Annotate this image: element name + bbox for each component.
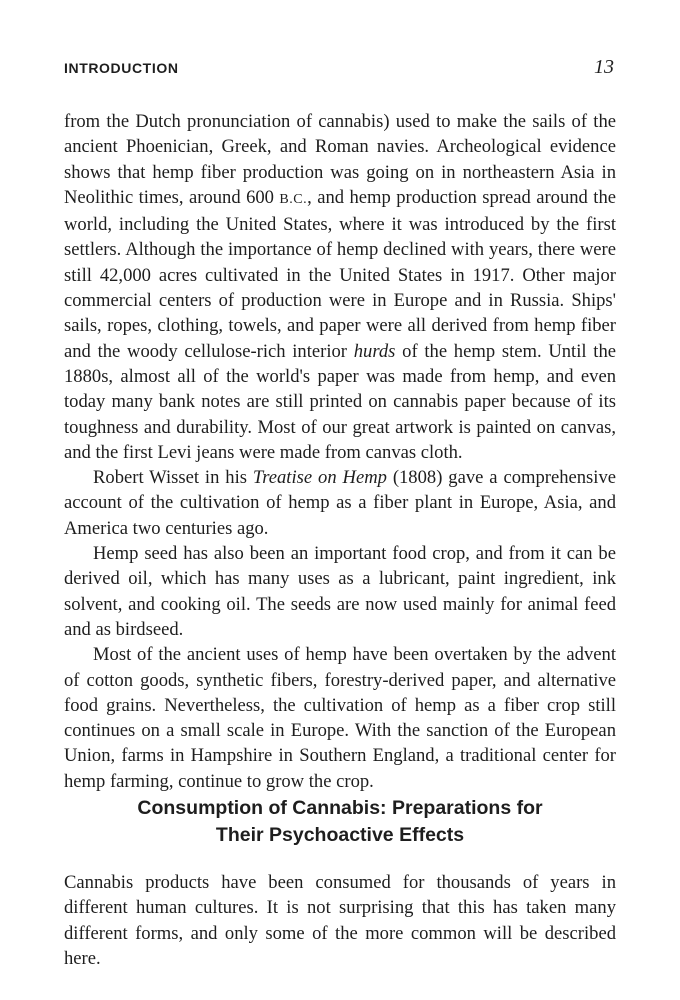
body-text-upper — [64, 109, 616, 794]
paragraph-2-text-b: (1808) gave a comprehensive account of the cultivation of hemp as a fiber plant in Europe, Asia, and America two centuries ago. — [64, 467, 616, 539]
paragraph-1 — [64, 109, 616, 465]
body-text-lower — [64, 870, 616, 971]
book-title-italic: Treatise on Hemp — [252, 467, 387, 489]
page-header — [64, 58, 616, 82]
paragraph-2 — [64, 465, 616, 541]
paragraph-2-text-a: Robert Wisset in his — [93, 467, 253, 489]
section-heading-line-1: Consumption of Cannabis: Preparations for — [137, 797, 543, 819]
paragraph-3: Hemp seed has also been an important food crop, and from it can be derived oil, which has many uses as a lubricant, paint ingredient, ink solvent, and cooking oil. The seeds are now used mainly for animal feed and as birdseed. — [64, 543, 616, 640]
italic-term-hurds: hurds — [353, 340, 396, 362]
paragraph-1-text-b: , and hemp production spread around the world, including the United States, where it was introduced by the first settlers. Although the importance of hemp declined with years, there were still 42,000 acres cultivated in the United States in 1917. Other major commercial centers of production were in Europe and in Russia. Ships' sails, ropes, clothing, towels, and paper were all derived from hemp fiber and the woody cellulose-rich interior — [64, 186, 616, 362]
era-abbreviation: B.C. — [279, 191, 308, 207]
section-heading — [64, 795, 616, 849]
paragraph-1-text-a: from the Dutch pronunciation of cannabis) used to make the sails of the ancient Phoenician, Greek, and Roman navies. Archeological evidence shows that hemp fiber production was going on in northeastern Asia in Neolithic times, around 600 — [64, 111, 616, 208]
paragraph-1-text-c: of the hemp stem. Until the 1880s, almost all of the world's paper was made from hemp, and even today many bank notes are still printed on cannabis paper because of its toughness and durability. Most of our great artwork is painted on canvas, and the first Levi jeans were made from canvas cloth. — [64, 340, 616, 463]
page-number: 13 — [594, 56, 614, 78]
section-heading-line-2: Their Psychoactive Effects — [215, 824, 465, 846]
paragraph-4: Most of the ancient uses of hemp have been overtaken by the advent of cotton goods, synthetic fibers, forestry-derived paper, and alternative food grains. Nevertheless, the cultivation of hemp as a fiber crop still continues on a small scale in Europe. With the sanction of the European Union, farms in Hampshire in Southern England, a traditional center for hemp farming, continue to grow the crop. — [64, 644, 616, 792]
running-head: INTRODUCTION — [64, 60, 179, 76]
paragraph-5: Cannabis products have been consumed for thousands of years in different human cultures. It is not surprising that this has taken many different forms, and only some of the more common will be described here. — [64, 872, 616, 969]
